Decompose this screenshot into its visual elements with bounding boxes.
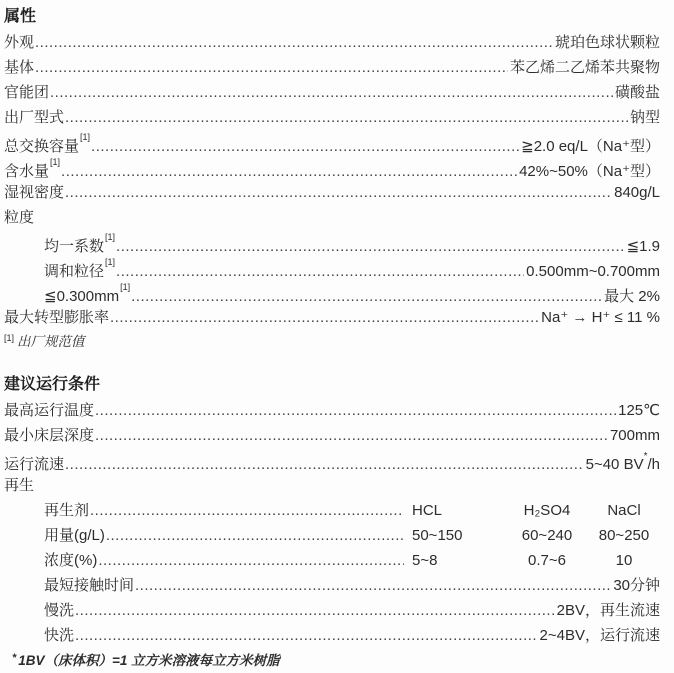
dot-leader xyxy=(75,598,555,623)
row-value: Na⁺ → H⁺ ≤ 11 % xyxy=(541,309,660,326)
dot-leader xyxy=(35,30,553,55)
dot-leader xyxy=(75,623,538,648)
footnote-marker: [1] xyxy=(80,132,91,142)
row-shipping-form xyxy=(4,105,660,130)
dot-leader xyxy=(50,80,613,105)
dot-leader xyxy=(106,523,404,548)
row-uniformity-coefficient xyxy=(4,230,660,255)
table-cell: 80~250 xyxy=(598,527,650,544)
table-cell: 50~150 xyxy=(412,527,463,544)
row-value: 钠型 xyxy=(629,109,660,126)
row-label: 快洗 xyxy=(44,627,75,644)
row-value: 2BV，再生流速 xyxy=(556,602,660,619)
row-label: 再生剂 xyxy=(44,502,90,519)
row-functional-group xyxy=(4,80,660,105)
table-cell: 10 xyxy=(615,552,633,569)
asterisk-marker: * xyxy=(643,451,648,462)
row-service-flow-rate xyxy=(4,448,660,473)
table-col-h2so4: H₂SO4 xyxy=(523,502,571,519)
table-cell: 0.7~6 xyxy=(528,552,566,569)
asterisk-marker: * xyxy=(12,652,17,664)
row-label: 用量(g/L) xyxy=(44,527,105,544)
footnote-text: 出厂规范值 xyxy=(17,334,85,349)
dot-leader xyxy=(65,180,612,205)
row-label: 外观 xyxy=(4,34,35,51)
row-label: 运行流速 xyxy=(4,456,65,473)
row-label: 总交换容量 xyxy=(4,138,80,155)
row-max-temperature xyxy=(4,398,660,423)
dot-leader xyxy=(35,55,508,80)
row-appearance xyxy=(4,30,660,55)
footnote-bv xyxy=(4,648,660,673)
row-label: 最高运行温度 xyxy=(4,402,95,419)
row-value: 700mm xyxy=(609,427,660,444)
row-value: 最大 2% xyxy=(604,288,660,305)
row-fines-content xyxy=(4,280,660,305)
row-label: 湿视密度 xyxy=(4,184,65,201)
row-value: 磺酸盐 xyxy=(614,84,660,101)
section-heading-properties: 属性 xyxy=(4,8,37,25)
row-water-content xyxy=(4,155,660,180)
dot-leader xyxy=(95,398,616,423)
row-label: 浓度(%) xyxy=(44,552,98,569)
group-label: 再生 xyxy=(4,477,35,494)
row-label: 调和粒径 xyxy=(44,263,105,280)
row-label: 出厂型式 xyxy=(4,109,65,126)
dot-leader xyxy=(116,234,625,259)
row-fast-rinse xyxy=(4,623,660,648)
row-total-exchange-capacity xyxy=(4,130,660,155)
dot-leader xyxy=(91,134,519,159)
section-divider xyxy=(4,354,660,372)
row-value: 125℃ xyxy=(618,402,660,419)
dot-leader xyxy=(95,423,608,448)
footnote-marker: [1] xyxy=(50,157,61,167)
row-value: 苯乙烯二乙烯苯共聚物 xyxy=(509,59,660,76)
row-label: 最大转型膨胀率 xyxy=(4,309,110,326)
row-slow-rinse xyxy=(4,598,660,623)
group-label: 粒度 xyxy=(4,209,35,226)
row-harmonic-mean-size xyxy=(4,255,660,280)
group-particle-size xyxy=(4,205,660,230)
row-label: ≦0.300mm xyxy=(44,288,120,305)
table-col-nacl: NaCl xyxy=(607,502,641,519)
footnote-text: 1BV（床体积）=1 立方米溶液每立方米树脂 xyxy=(18,653,280,668)
footnote-properties xyxy=(4,330,660,354)
section-heading-operating: 建议运行条件 xyxy=(4,376,101,393)
row-label: 慢洗 xyxy=(44,602,75,619)
row-value: 840g/L xyxy=(614,184,660,201)
footnote-marker: [1] xyxy=(4,333,15,343)
row-value: 琥珀色球状颗粒 xyxy=(554,34,660,51)
dot-leader xyxy=(90,498,404,523)
row-label: 最小床层深度 xyxy=(4,427,95,444)
row-label: 含水量 xyxy=(4,163,50,180)
table-col-hcl: HCL xyxy=(412,502,443,519)
dot-leader xyxy=(65,105,628,130)
row-value: 42%~50%（Na⁺型） xyxy=(519,163,660,180)
row-max-swelling xyxy=(4,305,660,330)
row-regenerant xyxy=(4,498,660,523)
row-matrix xyxy=(4,55,660,80)
footnote-marker: [1] xyxy=(105,232,116,242)
row-dosage xyxy=(4,523,660,548)
row-label: 基体 xyxy=(4,59,35,76)
row-value: 2~4BV，运行流速 xyxy=(539,627,660,644)
table-cell: 5~8 xyxy=(412,552,438,569)
row-value: ≦1.9 xyxy=(626,238,660,255)
row-value: 0.500mm~0.700mm xyxy=(526,263,660,280)
row-min-bed-depth xyxy=(4,423,660,448)
dot-leader xyxy=(135,573,611,598)
table-cell: 60~240 xyxy=(521,527,573,544)
row-value: 30分钟 xyxy=(613,577,660,594)
dot-leader xyxy=(110,305,539,330)
dot-leader xyxy=(116,259,524,284)
row-label: 最短接触时间 xyxy=(44,577,135,594)
row-wet-density xyxy=(4,180,660,205)
row-concentration xyxy=(4,548,660,573)
row-value: ≧2.0 eq/L（Na⁺型） xyxy=(521,138,660,155)
row-value-unit: /h xyxy=(647,456,660,473)
row-label: 均一系数 xyxy=(44,238,105,255)
footnote-marker: [1] xyxy=(105,257,116,267)
row-min-contact-time xyxy=(4,573,660,598)
row-label: 官能团 xyxy=(4,84,50,101)
dot-leader xyxy=(98,548,404,573)
footnote-marker: [1] xyxy=(120,282,131,292)
row-value: 5~40 BV xyxy=(585,456,644,473)
dot-leader xyxy=(65,452,584,477)
